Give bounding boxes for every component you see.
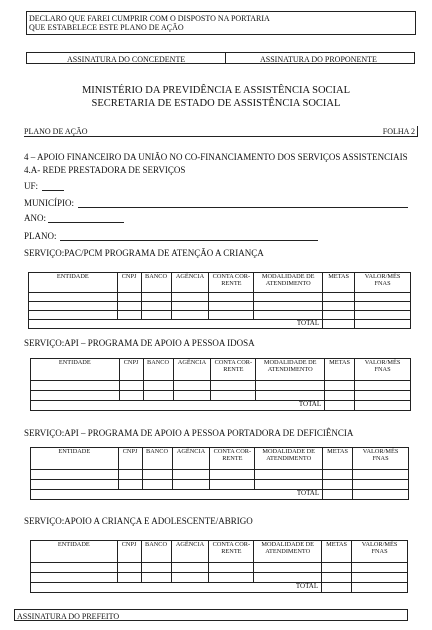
header-conta: CONTA COR- RENTE	[209, 541, 254, 563]
total-row	[31, 401, 411, 411]
table-row	[29, 302, 411, 311]
table-row	[31, 470, 409, 480]
secretariat-title: SECRETARIA DE ESTADO DE ASSISTÊNCIA SOCIAL	[91, 98, 341, 109]
plan-label: PLANO DE AÇÃO	[24, 127, 88, 136]
header-modalidade: MODALIDADE DE ATENDIMENTO	[256, 359, 325, 381]
page-number: FOLHA 2	[382, 127, 415, 136]
header-entidade: ENTIDADE	[29, 273, 118, 293]
service-table-4	[30, 540, 408, 593]
header-valor: VALOR/MÊS FNAS	[352, 541, 408, 563]
header-conta: CONTA COR- RENTE	[209, 273, 254, 293]
total-label: TOTAL	[31, 401, 325, 411]
header-modalidade: MODALIDADE DE ATENDIMENTO	[254, 541, 322, 563]
table-row	[29, 293, 411, 302]
header-metas: METAS	[323, 273, 355, 293]
ano-field[interactable]	[48, 222, 124, 223]
table-row	[31, 381, 411, 391]
ano-label: ANO:	[24, 213, 46, 223]
header-agencia: AGÊNCIA	[171, 273, 209, 293]
declaration-line-1: DECLARO QUE FAREI CUMPRIR COM O DISPOSTO NA PORTARIA	[29, 14, 270, 23]
header-agencia: AGÊNCIA	[173, 359, 211, 381]
header-cnpj: CNPJ	[117, 541, 141, 563]
service-table-1	[28, 272, 411, 329]
header-metas: METAS	[323, 448, 353, 470]
total-label: TOTAL	[31, 583, 322, 593]
table-row	[31, 573, 408, 583]
declaration-box	[26, 11, 416, 35]
header-metas: METAS	[322, 541, 352, 563]
total-label: TOTAL	[29, 320, 323, 329]
service-title-3: SERVIÇO:API – PROGRAMA DE APOIO A PESSOA PORTADORA DE DEFICIÊNCIA	[24, 428, 354, 438]
declaration-line-2: QUE ESTABELECE ESTE PLANO DE AÇÃO	[29, 23, 184, 32]
header-valor: VALOR/MÊS FNAS	[355, 273, 411, 293]
header-banco: BANCO	[141, 273, 171, 293]
service-table-3	[30, 447, 409, 500]
header-banco: BANCO	[143, 359, 173, 381]
header-entidade: ENTIDADE	[31, 541, 118, 563]
uf-label: UF:	[24, 181, 39, 191]
header-cnpj: CNPJ	[117, 273, 141, 293]
header-modalidade: MODALIDADE DE ATENDIMENTO	[254, 273, 323, 293]
table-row	[31, 480, 409, 490]
total-row	[31, 490, 409, 500]
header-cnpj: CNPJ	[118, 448, 142, 470]
uf-field[interactable]	[42, 190, 64, 191]
signature-prefeito-box	[14, 609, 408, 621]
header-entidade: ENTIDADE	[31, 448, 119, 470]
service-title-4: SERVIÇO:APOIO A CRIANÇA E ADOLESCENTE/ABRIGO	[24, 516, 253, 526]
plano-field[interactable]	[60, 240, 318, 241]
municipio-label: MUNICÍPIO:	[24, 198, 75, 208]
signature-proponente-label: ASSINATURA DO PROPONENTE	[260, 55, 377, 64]
header-banco: BANCO	[141, 541, 171, 563]
header-metas: METAS	[325, 359, 355, 381]
service-title-2: SERVIÇO:API – PROGRAMA DE APOIO A PESSOA IDOSA	[24, 338, 255, 348]
header-conta: CONTA COR- RENTE	[210, 448, 255, 470]
signature-concedente-label: ASSINATURA DO CONCEDENTE	[67, 55, 186, 64]
header-agencia: AGÊNCIA	[172, 448, 210, 470]
table-row	[31, 563, 408, 573]
table-row	[29, 311, 411, 320]
header-banco: BANCO	[142, 448, 172, 470]
total-row	[31, 583, 408, 593]
header-conta: CONTA COR- RENTE	[211, 359, 256, 381]
service-table-2	[30, 358, 411, 411]
municipio-field[interactable]	[78, 207, 408, 208]
plano-label: PLANO:	[24, 231, 57, 241]
section-title: 4 – APOIO FINANCEIRO DA UNIÃO NO CO-FINANCIAMENTO DOS SERVIÇOS ASSISTENCIAIS	[24, 152, 408, 162]
header-valor: VALOR/MÊS FNAS	[353, 448, 409, 470]
header-valor: VALOR/MÊS FNAS	[355, 359, 411, 381]
header-modalidade: MODALIDADE DE ATENDIMENTO	[255, 448, 323, 470]
ministry-title: MINISTÉRIO DA PREVIDÊNCIA E ASSISTÊNCIA SOCIAL	[81, 85, 351, 96]
total-row	[29, 320, 411, 329]
section-subtitle: 4.A- REDE PRESTADORA DE SERVIÇOS	[24, 165, 186, 175]
table-row	[31, 391, 411, 401]
signature-proponente-box	[225, 52, 415, 64]
header-cnpj: CNPJ	[119, 359, 143, 381]
signature-concedente-box	[26, 52, 226, 64]
header-agencia: AGÊNCIA	[171, 541, 209, 563]
total-label: TOTAL	[31, 490, 323, 500]
service-title-1: SERVIÇO:PAC/PCM PROGRAMA DE ATENÇÃO A CRIANÇA	[24, 248, 264, 258]
signature-prefeito-label: ASSINATURA DO PREFEITO	[17, 612, 120, 621]
plan-bar	[24, 126, 418, 137]
header-entidade: ENTIDADE	[31, 359, 120, 381]
